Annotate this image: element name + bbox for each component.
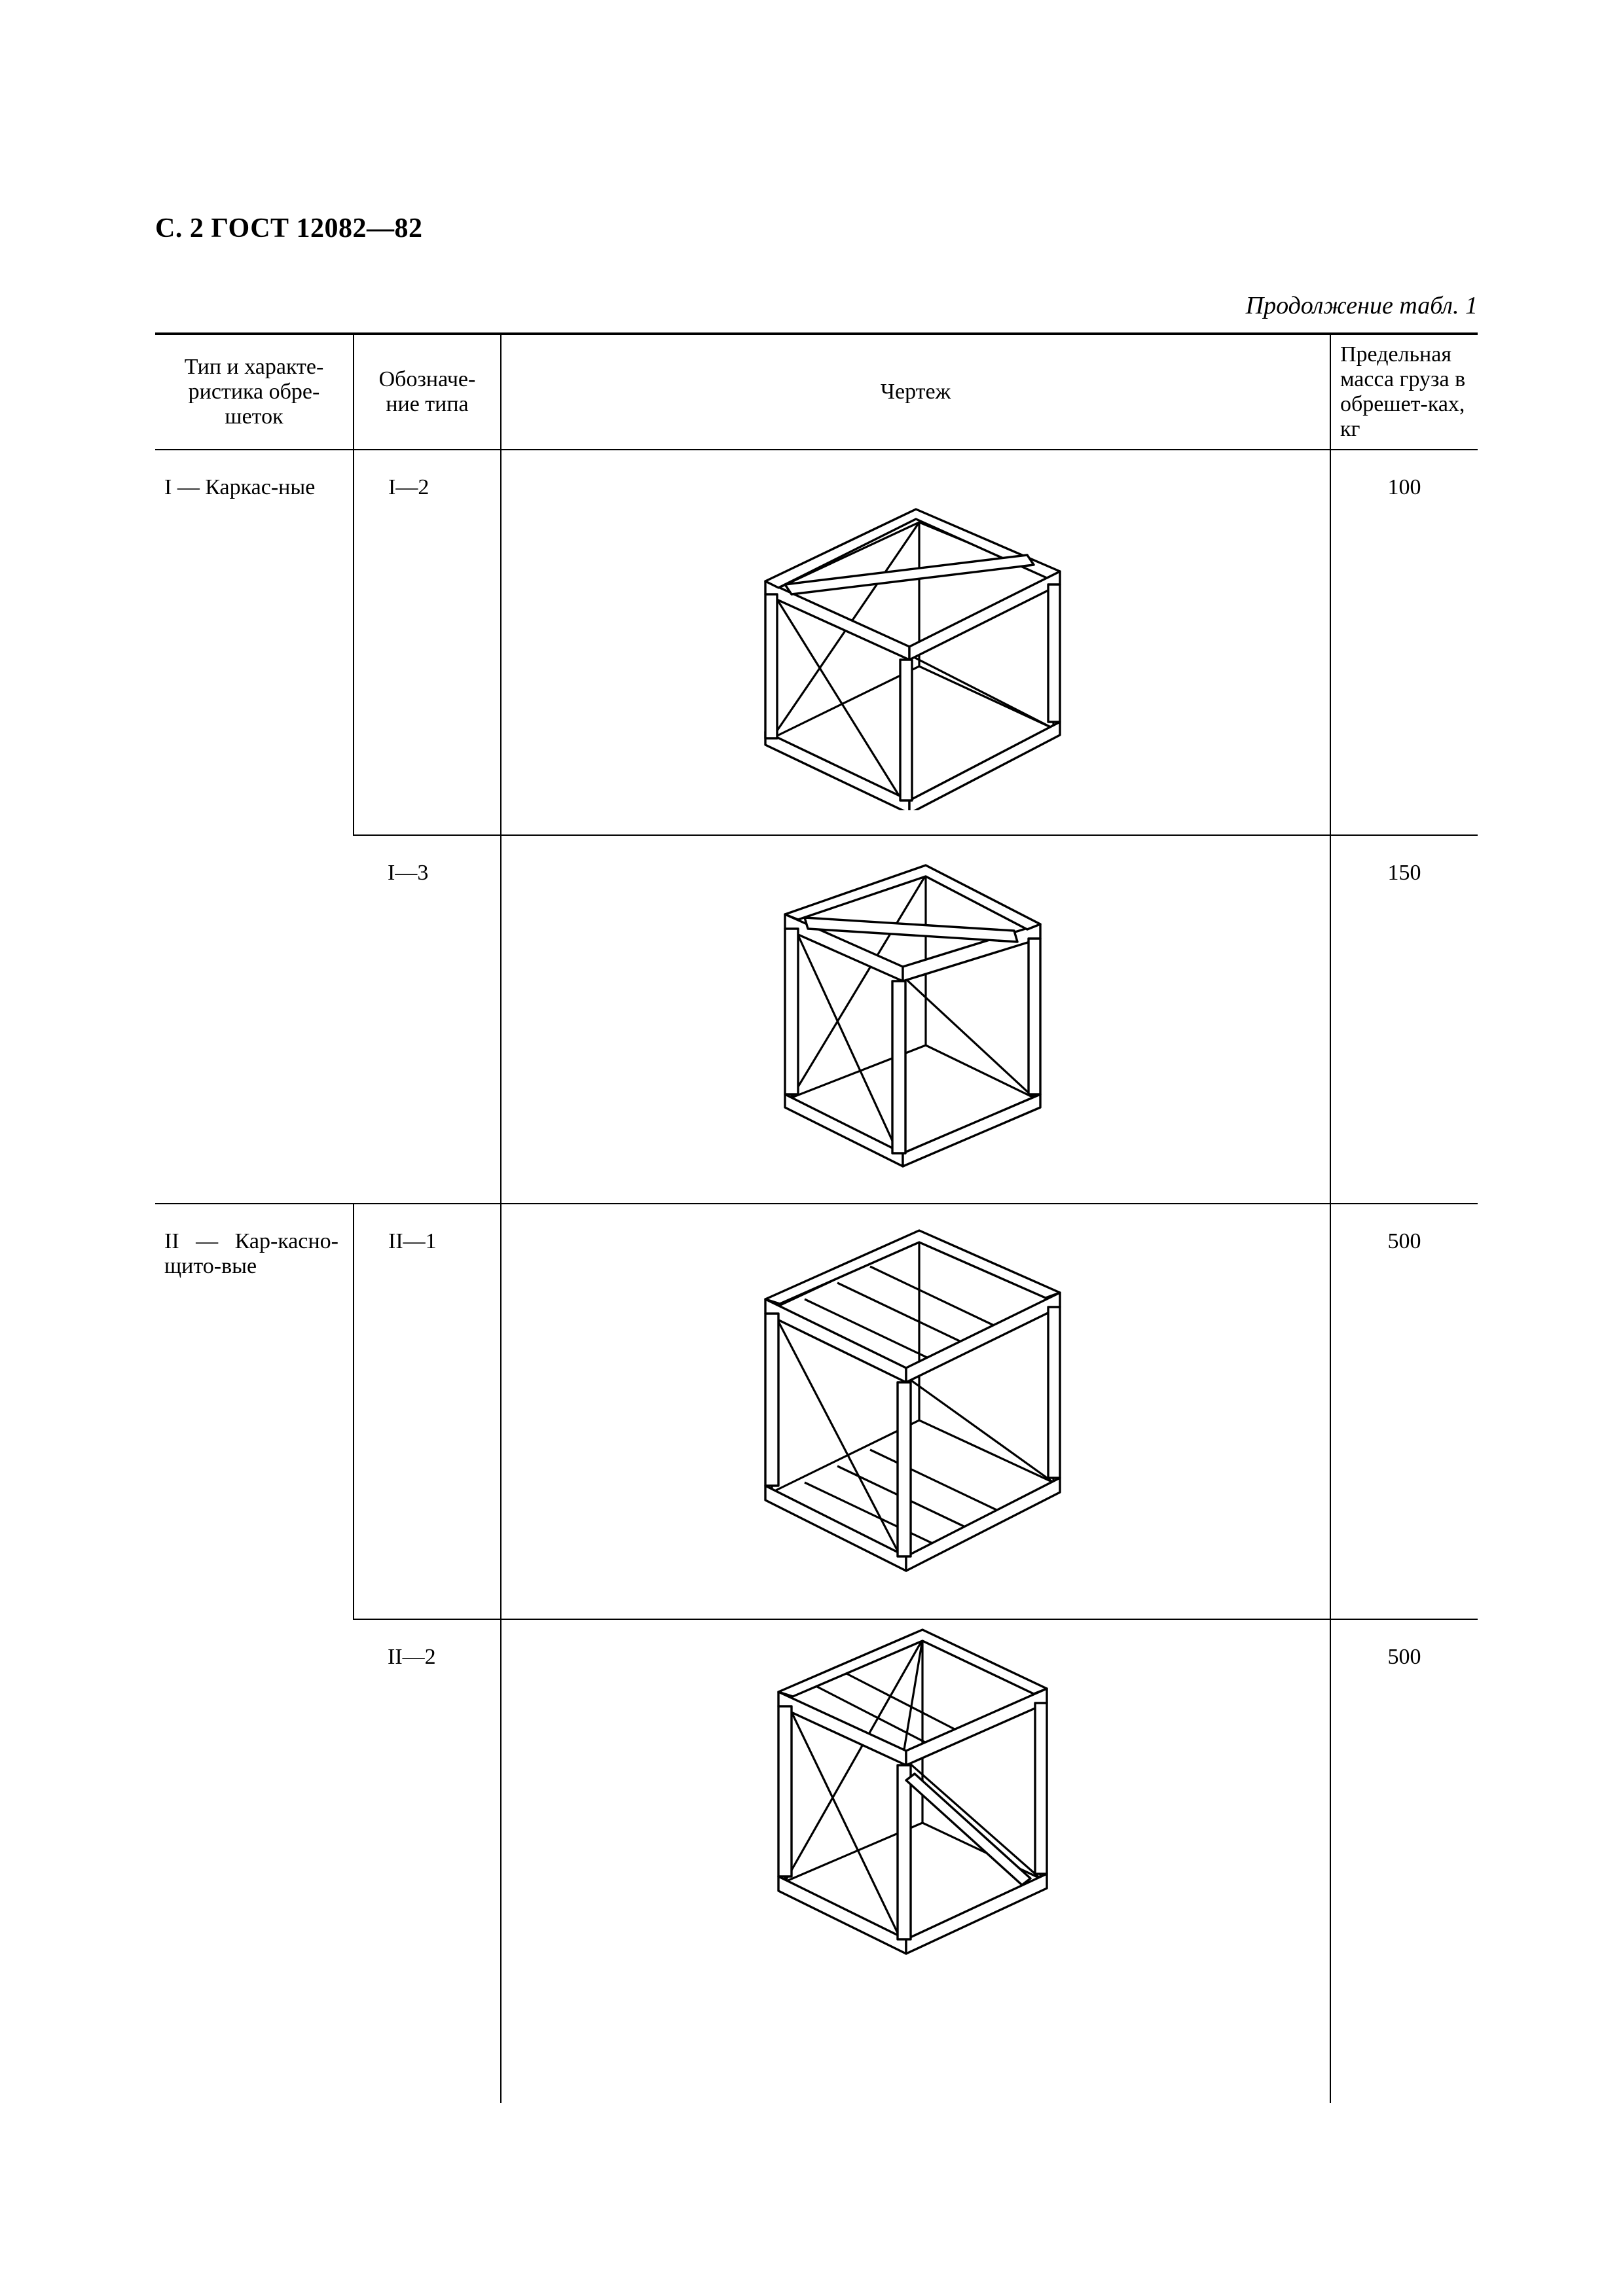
type-label: I — Каркас-ные [164, 475, 316, 499]
table-header-row [155, 334, 1478, 450]
table-row [155, 1619, 1478, 2103]
drawing-cell [501, 1619, 1330, 2103]
max-mass: 150 [1330, 835, 1478, 1204]
crate-frame-tall-icon [772, 836, 1060, 1176]
max-mass: 100 [1330, 450, 1478, 835]
table-continuation-note: Продолжение табл. 1 [1245, 292, 1478, 319]
crate-panel-frame-icon [746, 1204, 1086, 1584]
crate-types-table [155, 332, 1478, 2103]
table-row [155, 835, 1478, 1204]
crate-panel-frame-braced-icon [765, 1620, 1067, 1967]
drawing-cell [501, 450, 1330, 835]
type-label: II — Кар-касно-щито-вые [164, 1229, 338, 1279]
max-mass: 500 [1330, 1204, 1478, 1619]
max-mass: 500 [1330, 1619, 1478, 2103]
type-code: II—2 [354, 1619, 501, 2103]
drawing-cell [501, 1204, 1330, 1619]
type-cell [155, 1204, 354, 2103]
type-code: I—3 [354, 835, 501, 1204]
type-code: II—1 [354, 1204, 501, 1619]
column-header-max-mass: Предельная масса груза в обрешет-ках, кг [1330, 334, 1478, 450]
type-cell [155, 450, 354, 1204]
column-header-drawing: Чертеж [501, 334, 1330, 450]
page-header: С. 2 ГОСТ 12082—82 [155, 213, 423, 243]
column-header-type: Тип и характе-ристика обре-шеток [155, 334, 354, 450]
drawing-cell [501, 835, 1330, 1204]
crate-frame-icon [746, 450, 1086, 810]
column-header-code: Обозначе-ние типа [354, 334, 501, 450]
table-row [155, 450, 1478, 835]
type-code: I—2 [354, 450, 501, 835]
table-row [155, 1204, 1478, 1619]
